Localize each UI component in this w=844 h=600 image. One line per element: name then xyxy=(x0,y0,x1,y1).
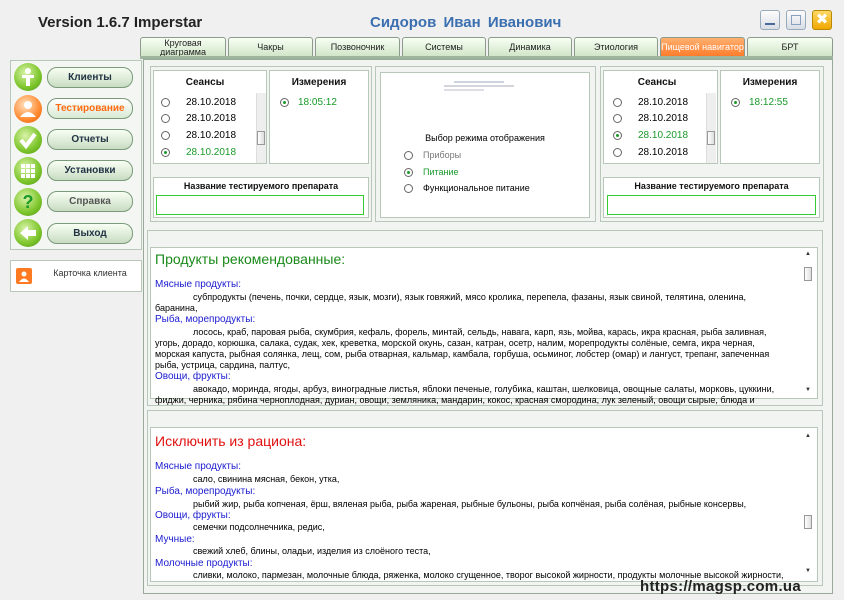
right-session-date: 28.10.2018 xyxy=(638,147,689,158)
left-session-radio-3[interactable] xyxy=(161,131,170,140)
right-measurement-time: 18:12:55 xyxy=(749,97,788,108)
right-drug-label: Название тестируемого препарата xyxy=(634,181,789,191)
tab-label: Позвоночник xyxy=(330,42,385,52)
sidebar-item-label: Установки xyxy=(64,165,116,176)
excluded-title: Исключить из рациона: xyxy=(155,433,307,449)
maximize-icon xyxy=(791,15,801,25)
left-session-radio-2[interactable] xyxy=(161,114,170,123)
tab-label: Чакры xyxy=(257,42,284,52)
sidebar-item-settings[interactable] xyxy=(47,160,133,181)
right-session-radio-1[interactable] xyxy=(613,98,622,107)
minimize-icon xyxy=(765,23,775,25)
left-session-date: 28.10.2018 xyxy=(186,97,237,108)
left-session-date-selected: 28.10.2018 xyxy=(186,147,237,158)
rec-items-fish-cont: рыба, устрица, сардина, палтус, xyxy=(155,360,290,370)
exit-arrow-icon xyxy=(14,219,42,247)
tab-circular-diagram[interactable] xyxy=(140,37,226,57)
rec-items-fish: лосось, краб, паровая рыба, скумбрия, кефаль, форель, минтай, сельдь, навага, карп, язь, мойва, карась, икра красная, рыба заливная, xyxy=(193,327,767,337)
tab-label: Этиология xyxy=(594,42,638,52)
sidebar-item-label: Клиенты xyxy=(68,72,112,83)
ex-category-vegetables: Овощи, фрукты: xyxy=(155,510,231,521)
left-session-date: 28.10.2018 xyxy=(186,130,237,141)
left-drug-label: Название тестируемого препарата xyxy=(183,181,339,191)
left-measurements-header: Измерения xyxy=(291,77,347,88)
rec-category-fish: Рыба, морепродукты: xyxy=(155,314,256,325)
right-sessions-scrollbar[interactable] xyxy=(706,93,716,163)
mode-panel xyxy=(380,72,590,218)
right-sessions-header: Сеансы xyxy=(637,77,677,88)
right-session-radio-2[interactable] xyxy=(613,114,622,123)
mode-radio-nutrition[interactable] xyxy=(404,168,413,177)
sidebar-item-exit[interactable] xyxy=(47,223,133,244)
ex-category-dairy: Молочные продукты: xyxy=(155,558,253,569)
ex-items-vegetables: семечки подсолнечника, редис, xyxy=(193,522,325,532)
right-session-radio-4[interactable] xyxy=(613,148,622,157)
scroll-up-icon[interactable]: ▲ xyxy=(805,251,811,257)
tab-label: Круговая диаграмма xyxy=(160,37,206,57)
right-measurements-header: Измерения xyxy=(742,77,798,88)
rec-items-vegetables-cont: фиджи, черника, рябина черноплодная, дуриан, овощи, земляника, мандарин, кокос, красная смородина, лук зеленый, овощи сырые, блюда и xyxy=(155,395,755,405)
tab-systems[interactable] xyxy=(402,37,486,57)
person-icon xyxy=(14,63,42,91)
mode-option-functional: Функциональное питание xyxy=(423,183,530,193)
excluded-scrollbar[interactable] xyxy=(803,433,813,578)
tab-label: Пищевой навигатор xyxy=(661,42,744,52)
left-session-radio-4[interactable] xyxy=(161,148,170,157)
tab-etiology[interactable] xyxy=(574,37,658,57)
left-sessions-scrollbar[interactable] xyxy=(256,93,266,163)
ex-category-flour: Мучные: xyxy=(155,534,195,545)
checkmark-icon xyxy=(14,126,42,154)
watermark-url: https://magsp.com.ua xyxy=(640,578,802,595)
rec-items-fish-cont: угорь, дорадо, корюшка, салака, судак, хек, креветка, морской окунь, сазан, катран, осетр, налим, морепродукты солёные, семга, икра черная, xyxy=(155,338,755,348)
patient-name: Сидоров Иван Иванович xyxy=(370,14,562,31)
right-session-radio-3[interactable] xyxy=(613,131,622,140)
mode-title: Выбор режима отображения xyxy=(425,133,545,143)
mode-radio-devices[interactable] xyxy=(404,151,413,160)
tab-spine[interactable] xyxy=(315,37,400,57)
mode-option-devices: Приборы xyxy=(423,150,462,160)
left-session-radio-1[interactable] xyxy=(161,98,170,107)
rec-category-meat: Мясные продукты: xyxy=(155,279,241,290)
maximize-button[interactable] xyxy=(786,10,806,30)
scroll-thumb[interactable] xyxy=(804,515,812,529)
tab-food-navigator[interactable] xyxy=(660,37,745,57)
minimize-button[interactable] xyxy=(760,10,780,30)
sidebar-item-help[interactable] xyxy=(47,191,133,212)
app-version: Version 1.6.7 Imperstar xyxy=(38,14,203,31)
close-icon: ✖ xyxy=(815,11,829,28)
scroll-thumb[interactable] xyxy=(707,131,715,145)
right-measurement-radio-1[interactable] xyxy=(731,98,740,107)
rec-items-meat: субпродукты (печень, почки, сердце, язык, мозги), язык говяжий, мясо кролика, перепела, фазаны, язык свиной, телятина, оленина, xyxy=(193,292,746,302)
sidebar-item-testing[interactable] xyxy=(47,98,133,119)
left-measurement-time: 18:05:12 xyxy=(298,97,337,108)
sidebar-item-label: Выход xyxy=(73,228,107,239)
ex-items-flour: свежий хлеб, блины, оладьи, изделия из слоёного теста, xyxy=(193,546,431,556)
right-session-date: 28.10.2018 xyxy=(638,113,689,124)
tab-label: Системы xyxy=(425,42,463,52)
close-button[interactable] xyxy=(812,10,832,30)
scroll-down-icon[interactable]: ▼ xyxy=(805,568,811,574)
recommended-title: Продукты рекомендованные: xyxy=(155,251,346,267)
right-session-date: 28.10.2018 xyxy=(638,97,689,108)
recommended-scrollbar[interactable] xyxy=(803,251,813,397)
ex-category-fish: Рыба, морепродукты: xyxy=(155,486,256,497)
tab-dynamics[interactable] xyxy=(488,37,572,57)
sidebar-item-reports[interactable] xyxy=(47,129,133,150)
rec-category-vegetables: Овощи, фрукты: xyxy=(155,371,231,382)
rec-items-fish-cont: морская капуста, рыбная солянка, лещ, сом, рыба отварная, кальмар, камбала, горбуша, осьминог, лобстер (омар) и лангуст, трепанг, запеченная xyxy=(155,349,770,359)
tab-brt[interactable] xyxy=(747,37,833,57)
left-drug-input[interactable] xyxy=(156,195,364,215)
ex-items-fish: рыбий жир, рыба копченая, ёрш, вяленая рыба, рыба жареная, рыбные бульоны, рыба копчёная, рыба солёная, рыбные консервы, xyxy=(193,499,747,509)
client-card-icon xyxy=(16,268,32,284)
ex-category-meat: Мясные продукты: xyxy=(155,461,241,472)
sidebar-item-label: Справка xyxy=(69,196,111,207)
tab-label: БРТ xyxy=(781,42,799,52)
left-session-date: 28.10.2018 xyxy=(186,113,237,124)
sidebar-item-label: Отчеты xyxy=(71,134,109,145)
scroll-down-icon[interactable]: ▼ xyxy=(805,387,811,393)
ex-items-meat: сало, свинина мясная, бекон, утка, xyxy=(193,474,340,484)
mode-option-nutrition: Питание xyxy=(423,167,459,177)
grid-icon xyxy=(14,157,42,185)
scroll-up-icon[interactable]: ▲ xyxy=(805,433,811,439)
sidebar-item-label: Тестирование xyxy=(55,103,125,114)
right-drug-input[interactable] xyxy=(607,195,816,215)
ex-items-dairy: сливки, молоко, пармезан, молочные блюда, ряженка, молоко сгущенное, творог высокой жирности, продукты молочные высокой жирности, xyxy=(193,570,784,580)
tab-chakras[interactable] xyxy=(228,37,313,57)
rec-items-meat-cont: баранина, xyxy=(155,303,198,313)
question-icon: ? xyxy=(14,188,42,216)
tab-label: Динамика xyxy=(509,42,551,52)
mode-preview-thumbnail xyxy=(444,80,524,92)
scroll-thumb[interactable] xyxy=(257,131,265,145)
left-sessions-header: Сеансы xyxy=(185,77,225,88)
client-card-label: Карточка клиента xyxy=(53,268,127,278)
left-measurement-radio-1[interactable] xyxy=(280,98,289,107)
rec-items-vegetables: авокадо, моринда, ягоды, арбуз, виноградные листья, яблоки печеные, голубика, каштан, шелковица, овощные салаты, морковь, цуккини, xyxy=(193,384,775,394)
scroll-thumb[interactable] xyxy=(804,267,812,281)
sidebar-item-clients[interactable] xyxy=(47,67,133,88)
rec-items-clipped xyxy=(150,395,805,405)
mode-radio-functional[interactable] xyxy=(404,184,413,193)
right-session-date-selected: 28.10.2018 xyxy=(638,130,689,141)
user-orange-icon xyxy=(14,95,42,123)
